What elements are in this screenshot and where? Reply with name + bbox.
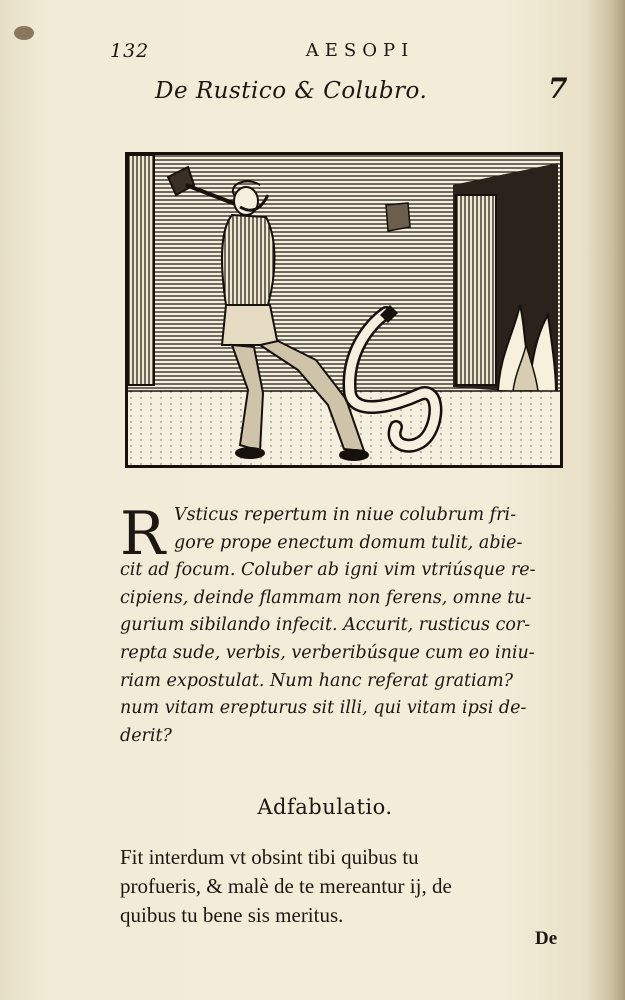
page-header bbox=[110, 40, 580, 66]
text-line: Vsticus repertum in niue colubrum fri- bbox=[174, 505, 517, 525]
text-line: gore prope enectum domum tulit, abie- bbox=[174, 532, 523, 553]
moral-line: Fit interdum vt obsint tibi quibus tu bbox=[120, 845, 419, 869]
ink-stain bbox=[14, 26, 34, 40]
text-line: repta sude, verbis, verberibúsque cum eo iniu- bbox=[120, 642, 535, 663]
moral-text bbox=[120, 843, 580, 930]
text-line: riam expostulat. Num hanc referat gratiam? bbox=[120, 670, 514, 691]
page-gutter-shadow bbox=[585, 0, 625, 1000]
text-line: gurium sibilando infecit. Accurit, rusticus cor- bbox=[120, 615, 531, 636]
text-line: cit ad focum. Coluber ab igni vim vtriúsque re- bbox=[120, 560, 536, 581]
moral-line: profueris, & malè de te mereantur ij, de bbox=[120, 874, 452, 898]
drop-cap: R bbox=[120, 499, 166, 569]
page-number: 132 bbox=[110, 40, 150, 62]
moral-line: quibus tu bene sis meritus. bbox=[120, 903, 344, 927]
text-line: derit? bbox=[120, 725, 172, 746]
woodcut-scene bbox=[128, 155, 560, 465]
moral-heading: Adfabulatio. bbox=[257, 795, 393, 819]
text-line: cipiens, deinde flammam non ferens, omne tu- bbox=[120, 587, 532, 608]
fable-title: De Rustico & Colubro. bbox=[155, 78, 428, 104]
fable-number: 7 bbox=[548, 72, 568, 105]
running-head: AESOPI bbox=[305, 40, 415, 61]
fable-text bbox=[120, 499, 575, 750]
catchword: De bbox=[535, 928, 558, 949]
woodcut-illustration bbox=[125, 152, 563, 468]
text-line: num vitam erepturus sit illi, qui vitam ipsi de- bbox=[120, 698, 527, 719]
